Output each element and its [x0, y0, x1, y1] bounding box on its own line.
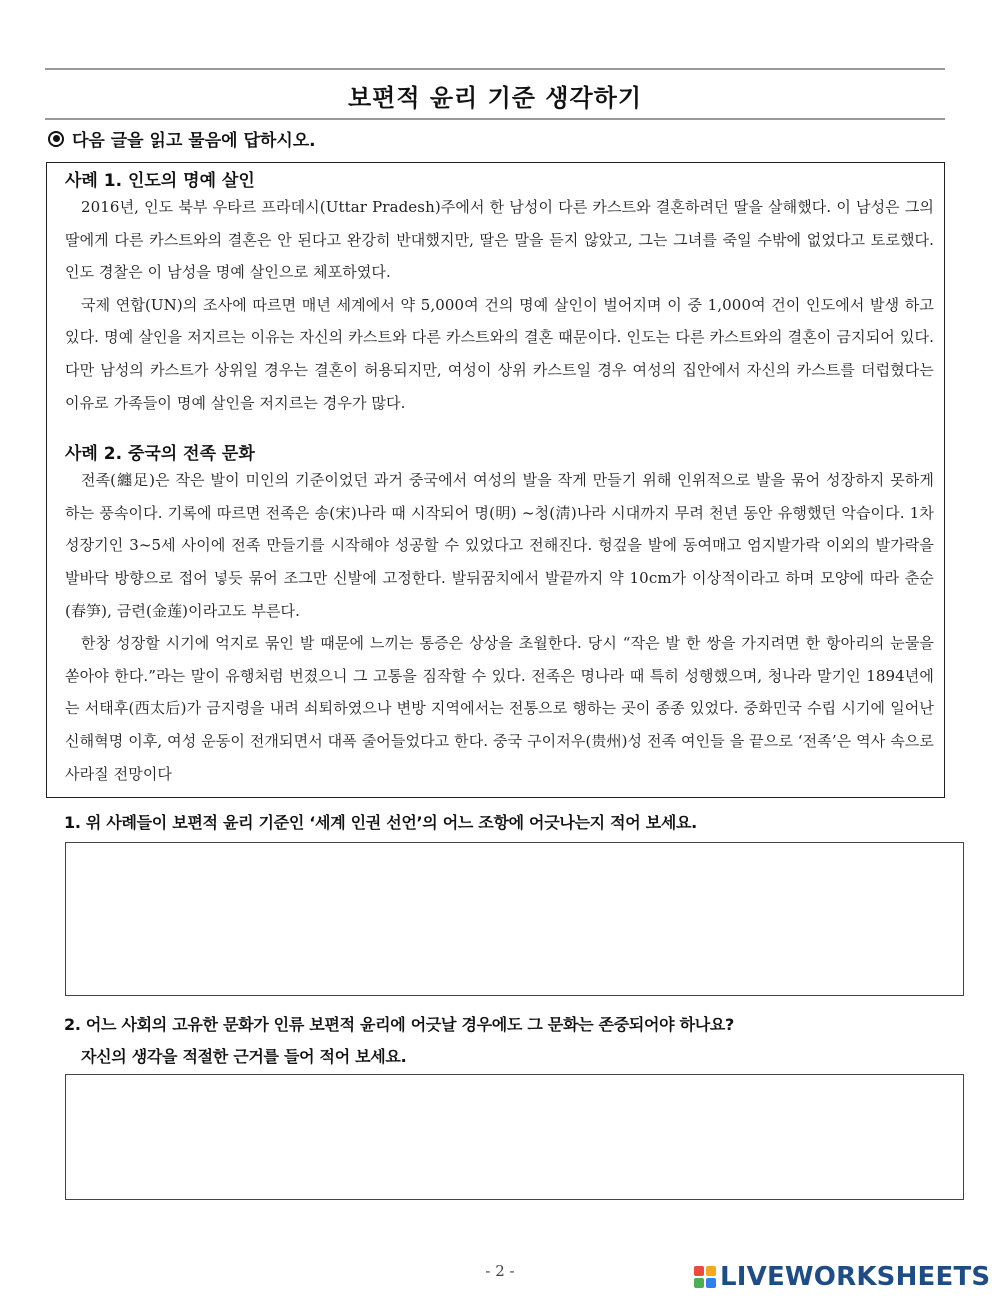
question-2: 2. 어느 사회의 고유한 문화가 인류 보편적 윤리에 어긋날 경우에도 그 문화는 존중되어야 하나요?	[64, 1015, 735, 1034]
case2-heading: 사례 2. 중국의 전족 문화	[65, 444, 255, 465]
case1-paragraph-1: 2016년, 인도 북부 우타르 프라데시(Uttar Pradesh)주에서 한 남성이 다른 카스트와 결혼하려던 딸을 살해했다. 이 남성은 그의 딸에게 다른 카스트와의 결혼은 안 된다고 완강히 반대했지만, 딸은 말을 듣지 않았고, 그는 그녀를 죽일 수밖에 없었다고 토로했다. 인도 경찰은 이 남성을 명예 살인으로 체포하였다.	[65, 198, 934, 282]
case1-paragraph-2: 국제 연합(UN)의 조사에 따르면 매년 세계에서 약 5,000여 건의 명예 살인이 벌어지며 이 중 1,000여 건이 인도에서 발생 하고 있다. 명예 살인을 저지르는 이유는 자신의 카스트와 다른 카스트와의 결혼 때문이다. 인도는 다른 카스트와의 결혼이 금지되어 있다. 다만 남성의 카스트가 상위일 경우는 결혼이 허용되지만, 여성이 상위 카스트일 경우 여성의 집안에서 자신의 카스트를 더럽혔다는 이유로 가족들이 명예 살인을 저지르는 경우가 많다.	[65, 295, 934, 412]
question-1: 1. 위 사례들이 보편적 윤리 기준인 ‘세계 인권 선언’의 어느 조항에 어긋나는지 적어 보세요.	[64, 813, 697, 832]
case2-paragraph-2: 한창 성장할 시기에 억지로 묶인 발 때문에 느끼는 통증은 상상을 초월한다. 당시 “작은 발 한 쌍을 가지려면 한 항아리의 눈물을 쏟아야 한다.”라는 말이 유행처럼 번졌으니 그 고통을 짐작할 수 있다. 전족은 명나라 때 특히 성행했으며, 청나라 말기인 1894년에는 서태후(西太后)가 금지령을 내려 쇠퇴하였으나 변방 지역에서는 전통으로 행하는 곳이 종종 있었다. 중화민국 수립 시기에 일어난 신해혁명 이후, 여성 운동이 전개되면서 대폭 줄어들었다고 한다. 중국 구이저우(贵州)성 전족 여인들 을 끝으로 ‘전족’은 역사 속으로 사라질 전망이다	[65, 634, 934, 783]
liveworksheets-logo[interactable]	[694, 1262, 990, 1292]
circle-bullet-icon	[48, 131, 64, 147]
case1-heading: 사례 1. 인도의 명예 살인	[65, 171, 255, 191]
instruction-text: 다음 글을 읽고 물음에 답하시오.	[72, 131, 316, 151]
case2-paragraph-1: 전족(纏足)은 작은 발이 미인의 기준이었던 과거 중국에서 여성의 발을 작게 만들기 위해 인위적으로 발을 묶어 성장하지 못하게 하는 풍속이다. 기록에 따르면 전족은 송(宋)나라 때 시작되어 명(明) ~청(淸)나라 시대까지 무려 천년 동안 유행했던 악습이다. 1차 성장기인 3~5세 사이에 전족 만들기를 시작해야 성공할 수 있었다고 전해진다. 헝겊을 발에 동여매고 엄지발가락 이외의 발가락을 발바닥 방향으로 접어 넣듯 묶어 조그만 신발에 고정한다. 발뒤꿈치에서 발끝까지 약 10cm가 이상적이라고 하며 모양에 따라 춘순(春笋), 금련(金莲)이라고도 부른다.	[65, 471, 934, 620]
logo-square-blue	[706, 1278, 716, 1288]
case-passage-box	[46, 162, 945, 798]
instruction	[48, 126, 316, 151]
answer-box-1[interactable]	[65, 842, 964, 996]
page-title: 보편적 윤리 기준 생각하기	[347, 84, 643, 112]
logo-square-orange	[706, 1266, 716, 1276]
title-rule	[45, 118, 945, 120]
question-2-subtext: 자신의 생각을 적절한 근거를 들어 적어 보세요.	[81, 1047, 407, 1066]
page-number: - 2 -	[485, 1262, 515, 1280]
logo-grid-icon	[694, 1266, 716, 1288]
logo-square-green	[694, 1278, 704, 1288]
logo-square-red	[694, 1266, 704, 1276]
answer-box-2[interactable]	[65, 1074, 964, 1200]
top-rule	[45, 68, 945, 70]
logo-text: LIVEWORKSHEETS	[720, 1262, 991, 1292]
